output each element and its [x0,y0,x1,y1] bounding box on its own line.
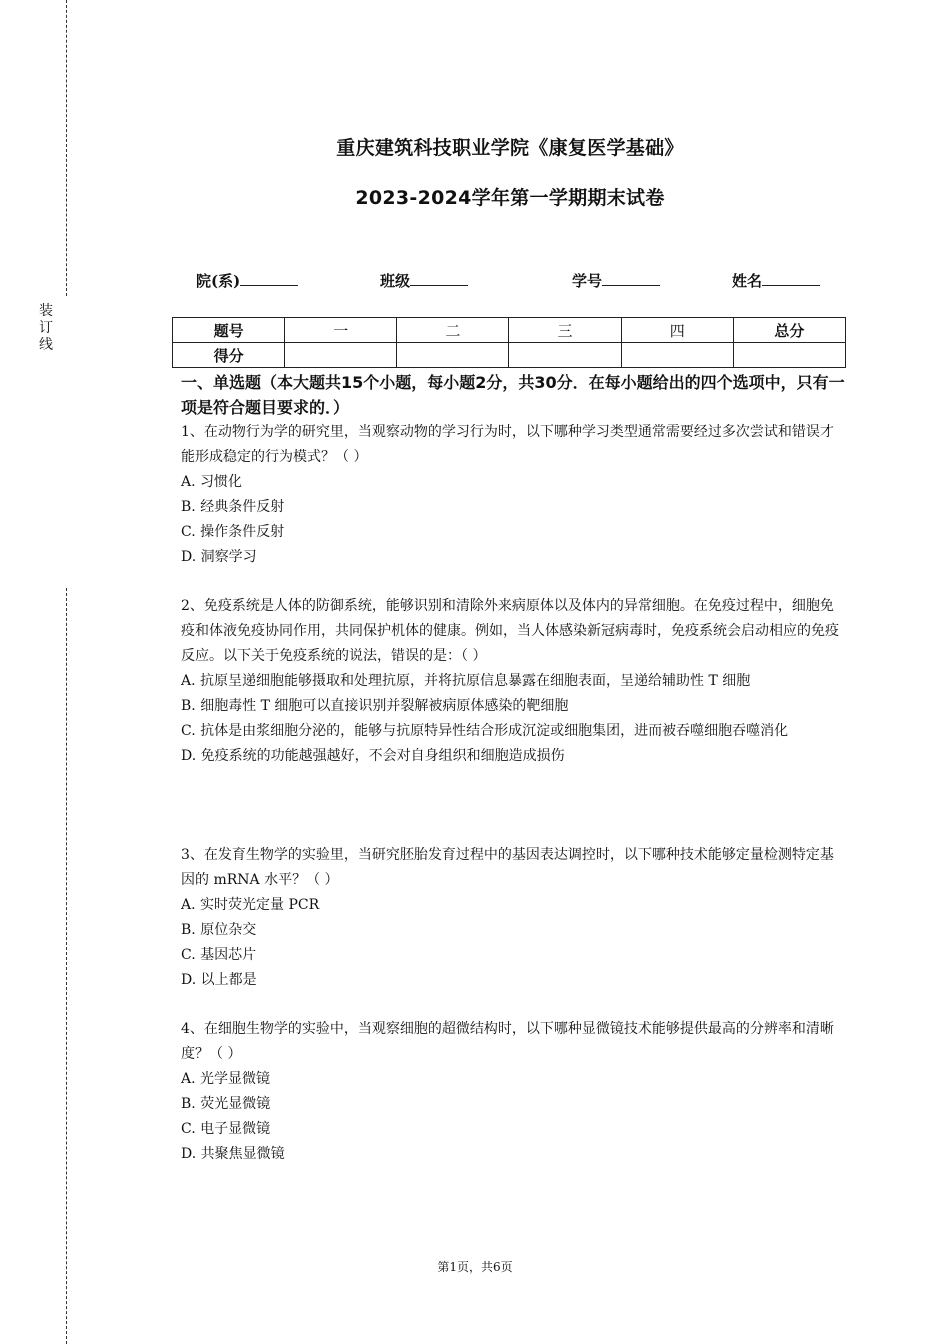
option-d: D. 洞察学习 [181,549,257,565]
binding-line [66,0,67,296]
option-d: D. 共聚焦显微镜 [181,1146,285,1162]
option-d: D. 以上都是 [181,972,257,988]
option-c: C. 抗体是由浆细胞分泌的，能够与抗原特异性结合形成沉淀或细胞集团，进而被吞噬细胞吞噬消化 [181,723,789,739]
class-blank [410,272,468,286]
score-table-cell: 四 [621,318,733,343]
name-blank [762,272,820,286]
name-label: 姓名 [732,272,763,290]
department-label: 院(系) [196,272,241,290]
binding-line [66,588,67,1344]
score-table-cell: 一 [285,318,397,343]
student-id-blank [602,272,660,286]
exam-subtitle: 2023-2024学年第一学期期末试卷 [355,187,665,209]
option-b: B. 原位杂交 [181,922,257,938]
question-2 [181,594,846,769]
question-stem: 3、在发育生物学的实验里，当研究胚胎发育过程中的基因表达调控时，以下哪种技术能够定量检测特定基因的 mRNA 水平？（ ） [181,847,834,888]
option-a: A. 习惯化 [181,474,243,490]
option-b: B. 经典条件反射 [181,499,285,515]
question-1 [181,420,846,570]
option-c: C. 操作条件反射 [181,524,285,540]
question-3 [181,843,846,993]
score-input-cell [285,343,397,368]
option-a: A. 抗原呈递细胞能够摄取和处理抗原，并将抗原信息暴露在细胞表面，呈递给辅助性 T 细胞 [181,673,751,689]
score-input-cell [397,343,509,368]
question-4 [181,1017,846,1167]
score-input-cell [509,343,621,368]
exam-title: 重庆建筑科技职业学院《康复医学基础》 [336,137,684,159]
option-b: B. 细胞毒性 T 细胞可以直接识别并裂解被病原体感染的靶细胞 [181,698,569,714]
score-table-score-row [173,343,846,368]
question-stem: 1、在动物行为学的研究里，当观察动物的学习行为时，以下哪种学习类型通常需要经过多次尝试和错误才能形成稳定的行为模式？（ ） [181,424,834,465]
page-number: 第1页，共6页 [437,1260,513,1274]
score-table-cell: 二 [397,318,509,343]
name-field [732,270,820,291]
option-a: A. 实时荧光定量 PCR [181,897,320,913]
question-stem: 4、在细胞生物学的实验中，当观察细胞的超微结构时，以下哪种显微镜技术能够提供最高的分辨率和清晰度？（ ） [181,1021,834,1062]
student-id-label: 学号 [572,272,603,290]
option-d: D. 免疫系统的功能越强越好，不会对自身组织和细胞造成损伤 [181,748,565,764]
class-label: 班级 [380,272,411,290]
class-field [380,270,468,291]
score-table-cell: 总分 [733,318,845,343]
binding-label: 装订线 [39,303,53,353]
score-table-header-row [173,318,846,343]
score-table [172,317,846,368]
section-heading: 一、单选题（本大题共15个小题，每小题2分，共30分．在每小题给出的四个选项中，只有一项是符合题目要求的．） [181,373,845,417]
option-c: C. 电子显微镜 [181,1121,271,1137]
department-blank [240,272,298,286]
option-a: A. 光学显微镜 [181,1071,271,1087]
score-table-cell: 题号 [173,318,285,343]
score-table-cell: 三 [509,318,621,343]
score-input-cell [733,343,845,368]
score-table-cell: 得分 [173,343,285,368]
question-stem: 2、免疫系统是人体的防御系统，能够识别和清除外来病原体以及体内的异常细胞。在免疫过程中，细胞免疫和体液免疫协同作用，共同保护机体的健康。例如，当人体感染新冠病毒时，免疫系统会启动相应的免疫反应。以下关于免疫系统的说法，错误的是：（ ） [181,598,839,664]
option-c: C. 基因芯片 [181,947,257,963]
department-field [196,270,298,291]
option-b: B. 荧光显微镜 [181,1096,271,1112]
student-id-field [572,270,660,291]
score-input-cell [621,343,733,368]
